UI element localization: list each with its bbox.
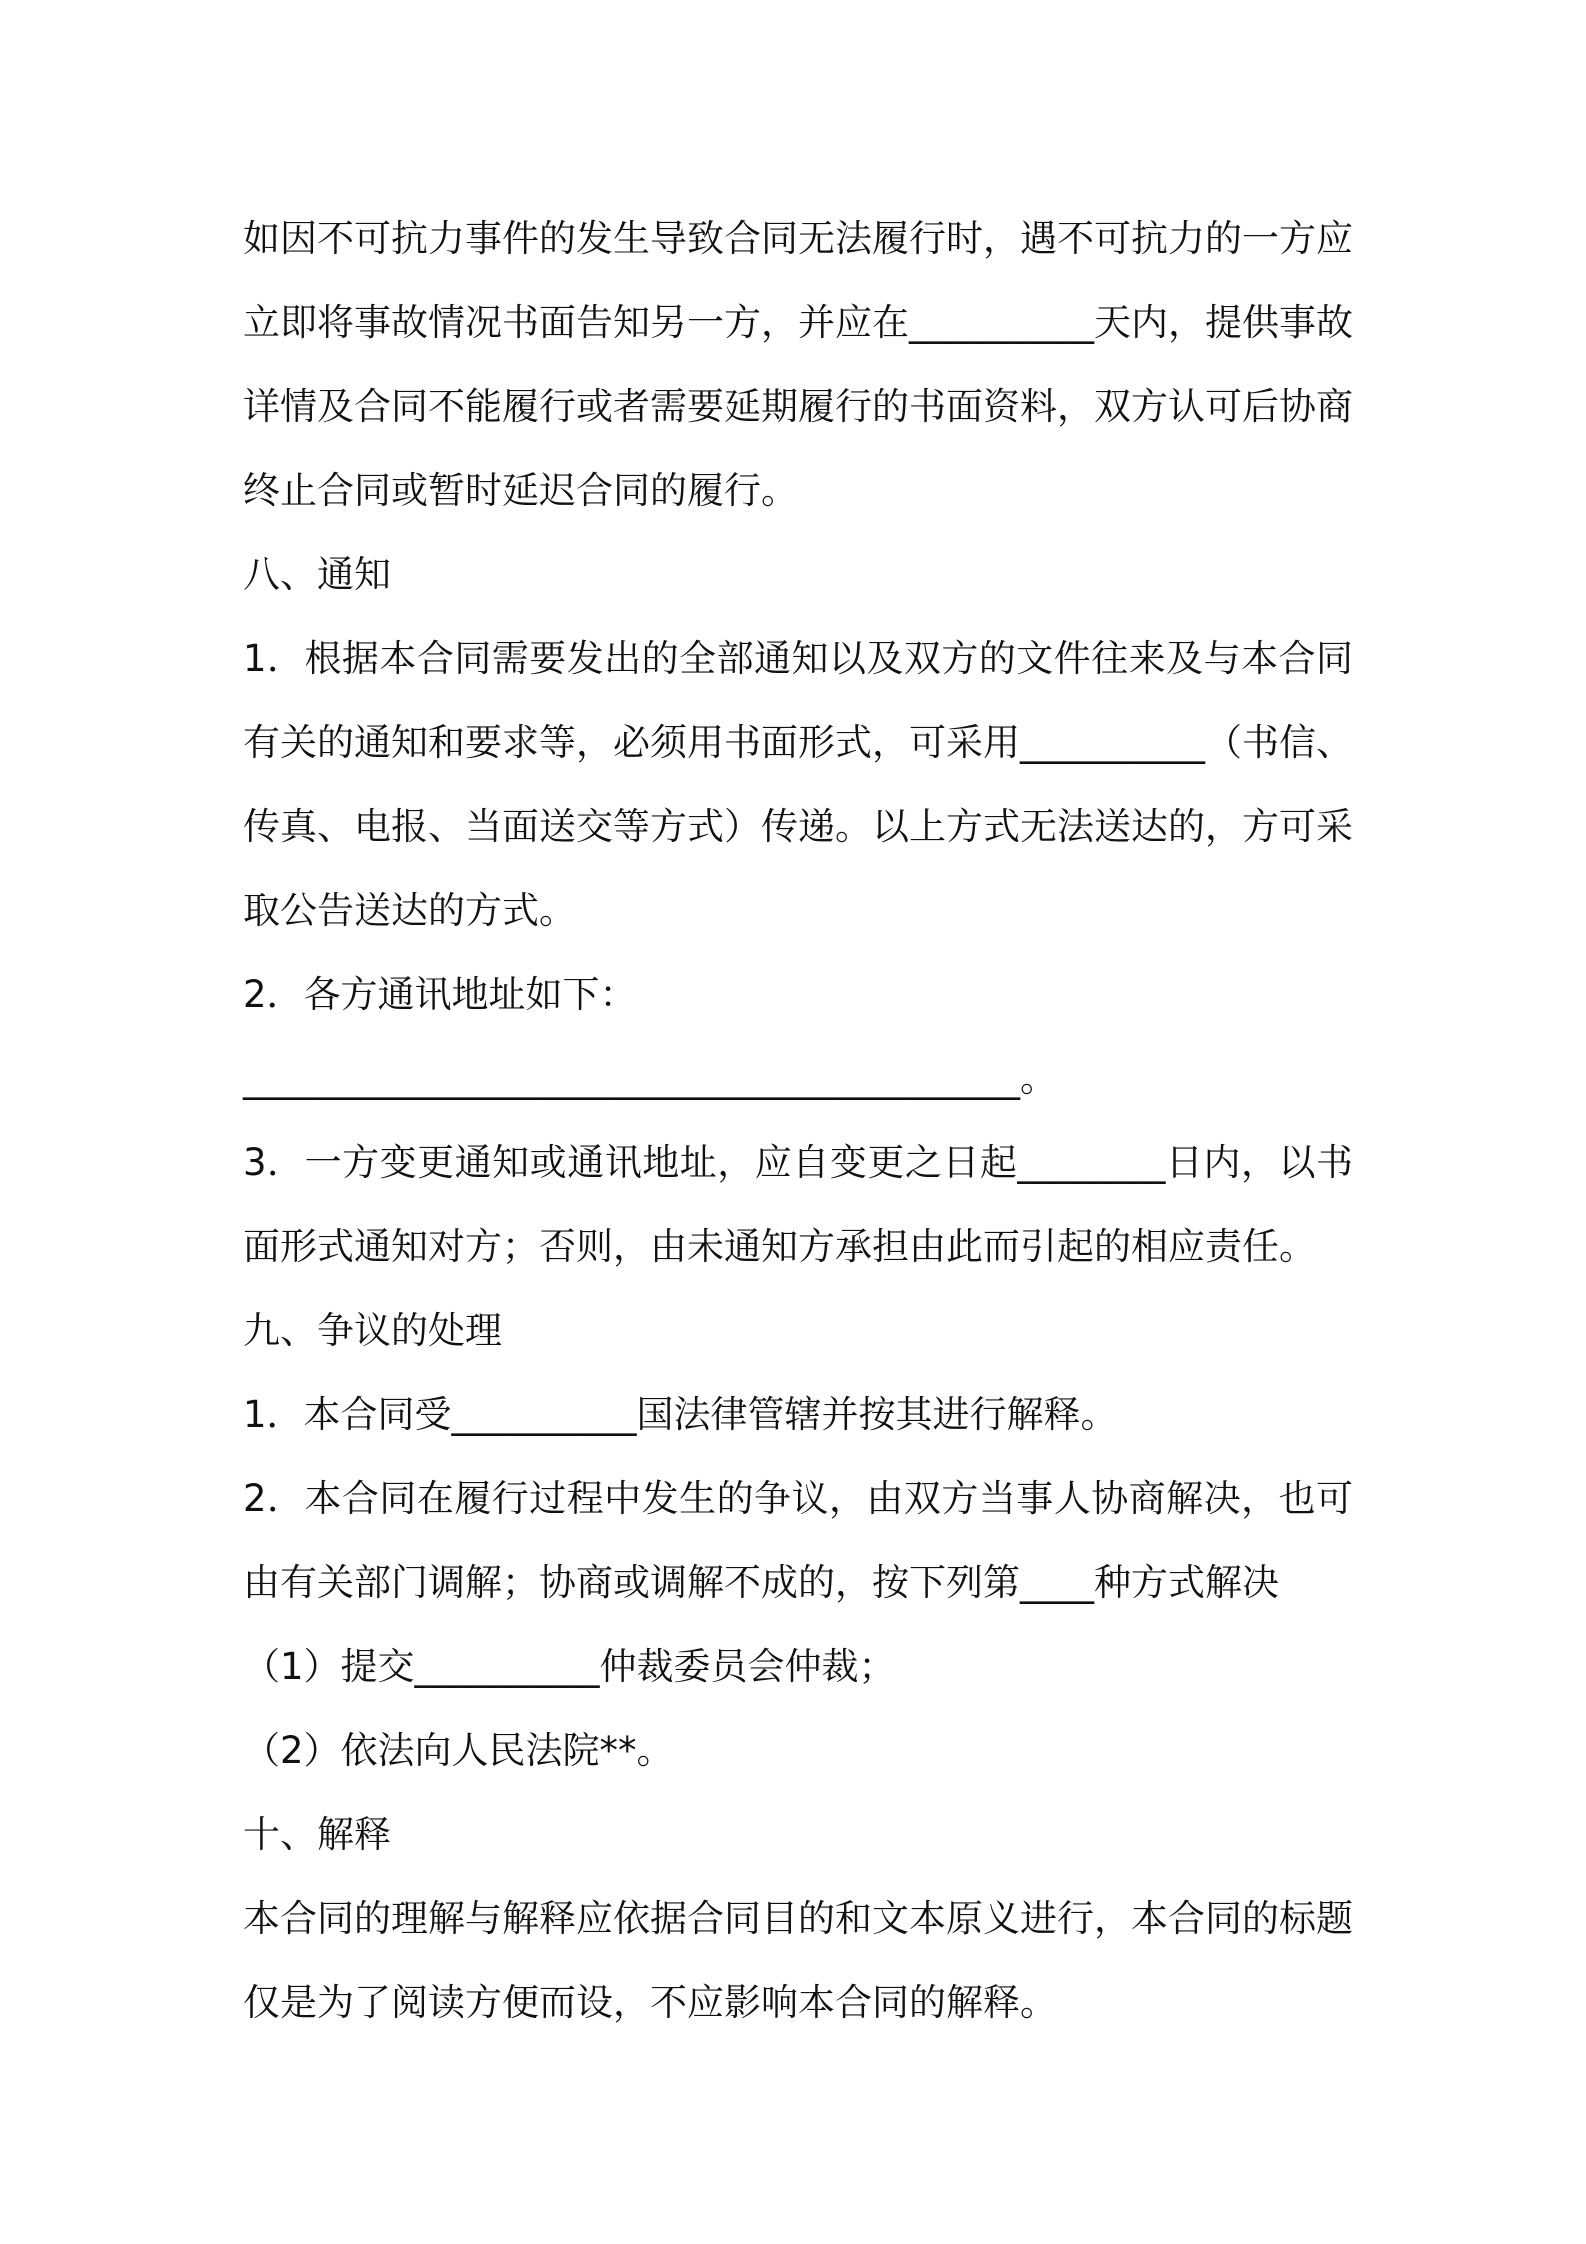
- paragraph-line-dispute-2a: 2．本合同在履行过程中发生的争议，由双方当事人协商解决，也可: [243, 1477, 1353, 1520]
- paragraph-line-interpretation-b: 仅是为了阅读方便而设，不应影响本合同的解释。: [243, 1981, 1057, 2024]
- paragraph-line-notice-1b: 有关的通知和要求等，必须用书面形式，可采用__________（书信、: [243, 721, 1353, 764]
- dispute-option-1: （1）提交__________仲裁委员会仲裁；: [243, 1645, 896, 1688]
- paragraph-line-notice-3b: 面形式通知对方；否则，由未通知方承担由此而引起的相应责任。: [243, 1225, 1316, 1268]
- document-page: [243, 197, 1353, 2045]
- paragraph-line-force-majeure-4: 终止合同或暂时延迟合同的履行。: [243, 469, 798, 512]
- paragraph-line-force-majeure-3: 详情及合同不能履行或者需要延期履行的书面资料，双方认可后协商: [243, 385, 1353, 428]
- section-heading-interpretation: 十、解释: [243, 1813, 391, 1856]
- paragraph-line-force-majeure-2: 立即将事故情况书面告知另一方，并应在__________天内，提供事故: [243, 301, 1353, 344]
- paragraph-line-dispute-2b: 由有关部门调解；协商或调解不成的，按下列第____种方式解决: [243, 1561, 1279, 1604]
- address-blank-line: __________________________________________。: [243, 1057, 1057, 1100]
- section-heading-dispute: 九、争议的处理: [243, 1309, 502, 1352]
- section-heading-notice: 八、通知: [243, 553, 391, 596]
- dispute-option-2: （2）依法向人民法院**。: [243, 1729, 674, 1772]
- paragraph-line-notice-1c: 传真、电报、当面送交等方式）传递。以上方式无法送达的，方可采: [243, 805, 1353, 848]
- paragraph-line-notice-1a: 1．根据本合同需要发出的全部通知以及双方的文件往来及与本合同: [243, 637, 1353, 680]
- paragraph-line-notice-3a: 3．一方变更通知或通讯地址，应自变更之日起________日内，以书: [243, 1141, 1353, 1184]
- paragraph-line-interpretation-a: 本合同的理解与解释应依据合同目的和文本原义进行，本合同的标题: [243, 1897, 1353, 1940]
- paragraph-line-dispute-1: 1．本合同受__________国法律管辖并按其进行解释。: [243, 1393, 1118, 1436]
- paragraph-line-notice-1d: 取公告送达的方式。: [243, 889, 576, 932]
- paragraph-line-notice-2: 2．各方通讯地址如下：: [243, 973, 637, 1016]
- paragraph-line-force-majeure-1: 如因不可抗力事件的发生导致合同无法履行时，遇不可抗力的一方应: [243, 217, 1353, 260]
